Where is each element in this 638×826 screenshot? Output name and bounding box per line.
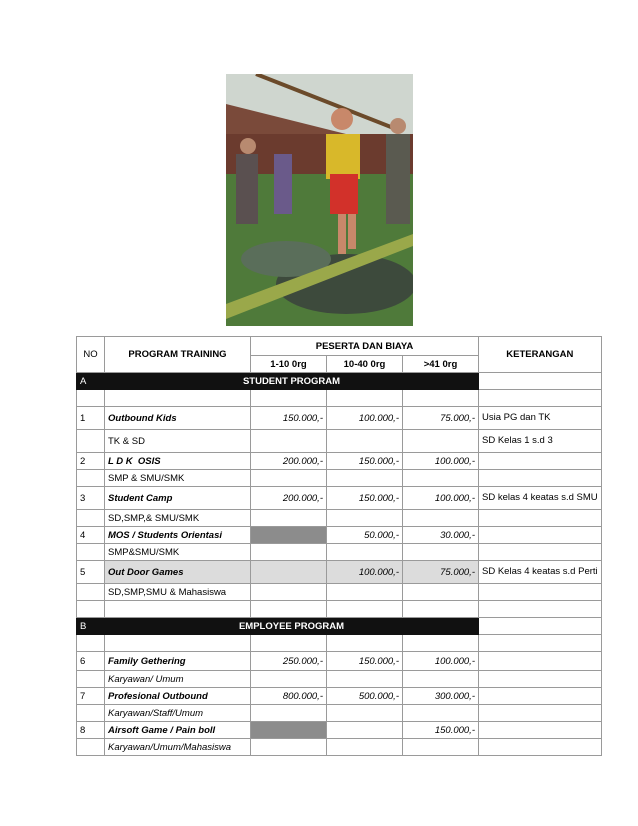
table-row — [77, 722, 602, 739]
header-no: NO — [77, 337, 105, 373]
table-row — [77, 561, 602, 584]
table-subrow — [77, 705, 602, 722]
table-row — [77, 487, 602, 510]
row-price-10-40 — [327, 722, 403, 739]
row-program-name: Out Door Games — [105, 561, 251, 584]
row-program-name: Airsoft Game / Pain boll — [105, 722, 251, 739]
row-note — [479, 688, 602, 705]
row-price-1-10-unavailable — [251, 722, 327, 739]
row-note: Usia PG dan TK — [479, 407, 602, 430]
row-no: 1 — [77, 407, 105, 430]
header-program: PROGRAM TRAINING — [105, 337, 251, 373]
outbound-bamboo-bridge-photo-icon — [226, 74, 413, 326]
row-participants: Karyawan/Staff/Umum — [105, 705, 251, 722]
table-subrow — [77, 470, 602, 487]
row-program-name: L D K OSIS — [105, 453, 251, 470]
row-price-1-10: 150.000,- — [251, 407, 327, 430]
row-price-10-40: 150.000,- — [327, 487, 403, 510]
spacer-row — [77, 635, 602, 652]
row-participants: Karyawan/Umum/Mahasiswa — [105, 739, 251, 756]
row-program-name: Family Gethering — [105, 652, 251, 671]
row-participants: SMP&SMU/SMK — [105, 544, 251, 561]
table-subrow — [77, 671, 602, 688]
section-b-letter: B — [77, 618, 105, 635]
row-price-41: 300.000,- — [403, 688, 479, 705]
row-program-name: Outbound Kids — [105, 407, 251, 430]
row-price-1-10: 200.000,- — [251, 487, 327, 510]
table-row — [77, 652, 602, 671]
row-price-1-10: 250.000,- — [251, 652, 327, 671]
row-price-1-10-unavailable — [251, 527, 327, 544]
header-peserta: PESERTA DAN BIAYA — [251, 337, 479, 356]
table-row — [77, 407, 602, 430]
row-note — [479, 453, 602, 470]
row-no: 5 — [77, 561, 105, 584]
row-price-41: 100.000,- — [403, 453, 479, 470]
row-price-41: 150.000,- — [403, 722, 479, 739]
table-subrow — [77, 739, 602, 756]
outbound-photo — [226, 74, 413, 326]
header-col-10-40: 10-40 0rg — [327, 356, 403, 373]
row-no: 6 — [77, 652, 105, 671]
header-keterangan: KETERANGAN — [479, 337, 602, 373]
row-participants: Karyawan/ Umum — [105, 671, 251, 688]
row-price-10-40: 50.000,- — [327, 527, 403, 544]
row-price-10-40: 500.000,- — [327, 688, 403, 705]
section-b-title: EMPLOYEE PROGRAM — [105, 618, 479, 635]
row-price-1-10: 800.000,- — [251, 688, 327, 705]
row-price-10-40: 100.000,- — [327, 407, 403, 430]
row-program-name: MOS / Students Orientasi — [105, 527, 251, 544]
row-price-41: 75.000,- — [403, 407, 479, 430]
table-row — [77, 688, 602, 705]
table-row — [77, 453, 602, 470]
row-program-name: Student Camp — [105, 487, 251, 510]
row-no: 7 — [77, 688, 105, 705]
row-note: SD Kelas 4 keatas s.d Perti — [479, 561, 602, 584]
row-note — [479, 722, 602, 739]
row-price-10-40: 100.000,- — [327, 561, 403, 584]
row-price-41: 100.000,- — [403, 487, 479, 510]
row-participants: SD,SMP,SMU & Mahasiswa — [105, 584, 251, 601]
row-program-name: Profesional Outbound — [105, 688, 251, 705]
row-no: 3 — [77, 487, 105, 510]
row-price-41: 30.000,- — [403, 527, 479, 544]
table-subrow — [77, 510, 602, 527]
table-subrow — [77, 584, 602, 601]
section-a-row — [77, 373, 602, 390]
row-note — [479, 652, 602, 671]
table-subrow — [77, 430, 602, 453]
spacer-row — [77, 601, 602, 618]
table-header-row — [77, 337, 602, 356]
row-no: 4 — [77, 527, 105, 544]
row-no: 8 — [77, 722, 105, 739]
row-price-41: 75.000,- — [403, 561, 479, 584]
row-price-1-10-empty — [251, 561, 327, 584]
row-price-1-10: 200.000,- — [251, 453, 327, 470]
row-no: 2 — [77, 453, 105, 470]
table-subrow — [77, 544, 602, 561]
header-col-41: >41 0rg — [403, 356, 479, 373]
row-participants: SD,SMP,& SMU/SMK — [105, 510, 251, 527]
row-price-41: 100.000,- — [403, 652, 479, 671]
header-col-1-10: 1-10 0rg — [251, 356, 327, 373]
row-participants: SMP & SMU/SMK — [105, 470, 251, 487]
row-participants: TK & SD — [105, 430, 251, 453]
row-price-10-40: 150.000,- — [327, 453, 403, 470]
row-note — [479, 527, 602, 544]
row-subnote: SD Kelas 1 s.d 3 — [479, 430, 602, 453]
row-price-10-40: 150.000,- — [327, 652, 403, 671]
section-a-title: STUDENT PROGRAM — [105, 373, 479, 390]
section-a-letter: A — [77, 373, 105, 390]
program-price-table — [76, 336, 602, 756]
table-row — [77, 527, 602, 544]
spacer-row — [77, 390, 602, 407]
section-b-row — [77, 618, 602, 635]
row-note: SD kelas 4 keatas s.d SMU — [479, 487, 602, 510]
